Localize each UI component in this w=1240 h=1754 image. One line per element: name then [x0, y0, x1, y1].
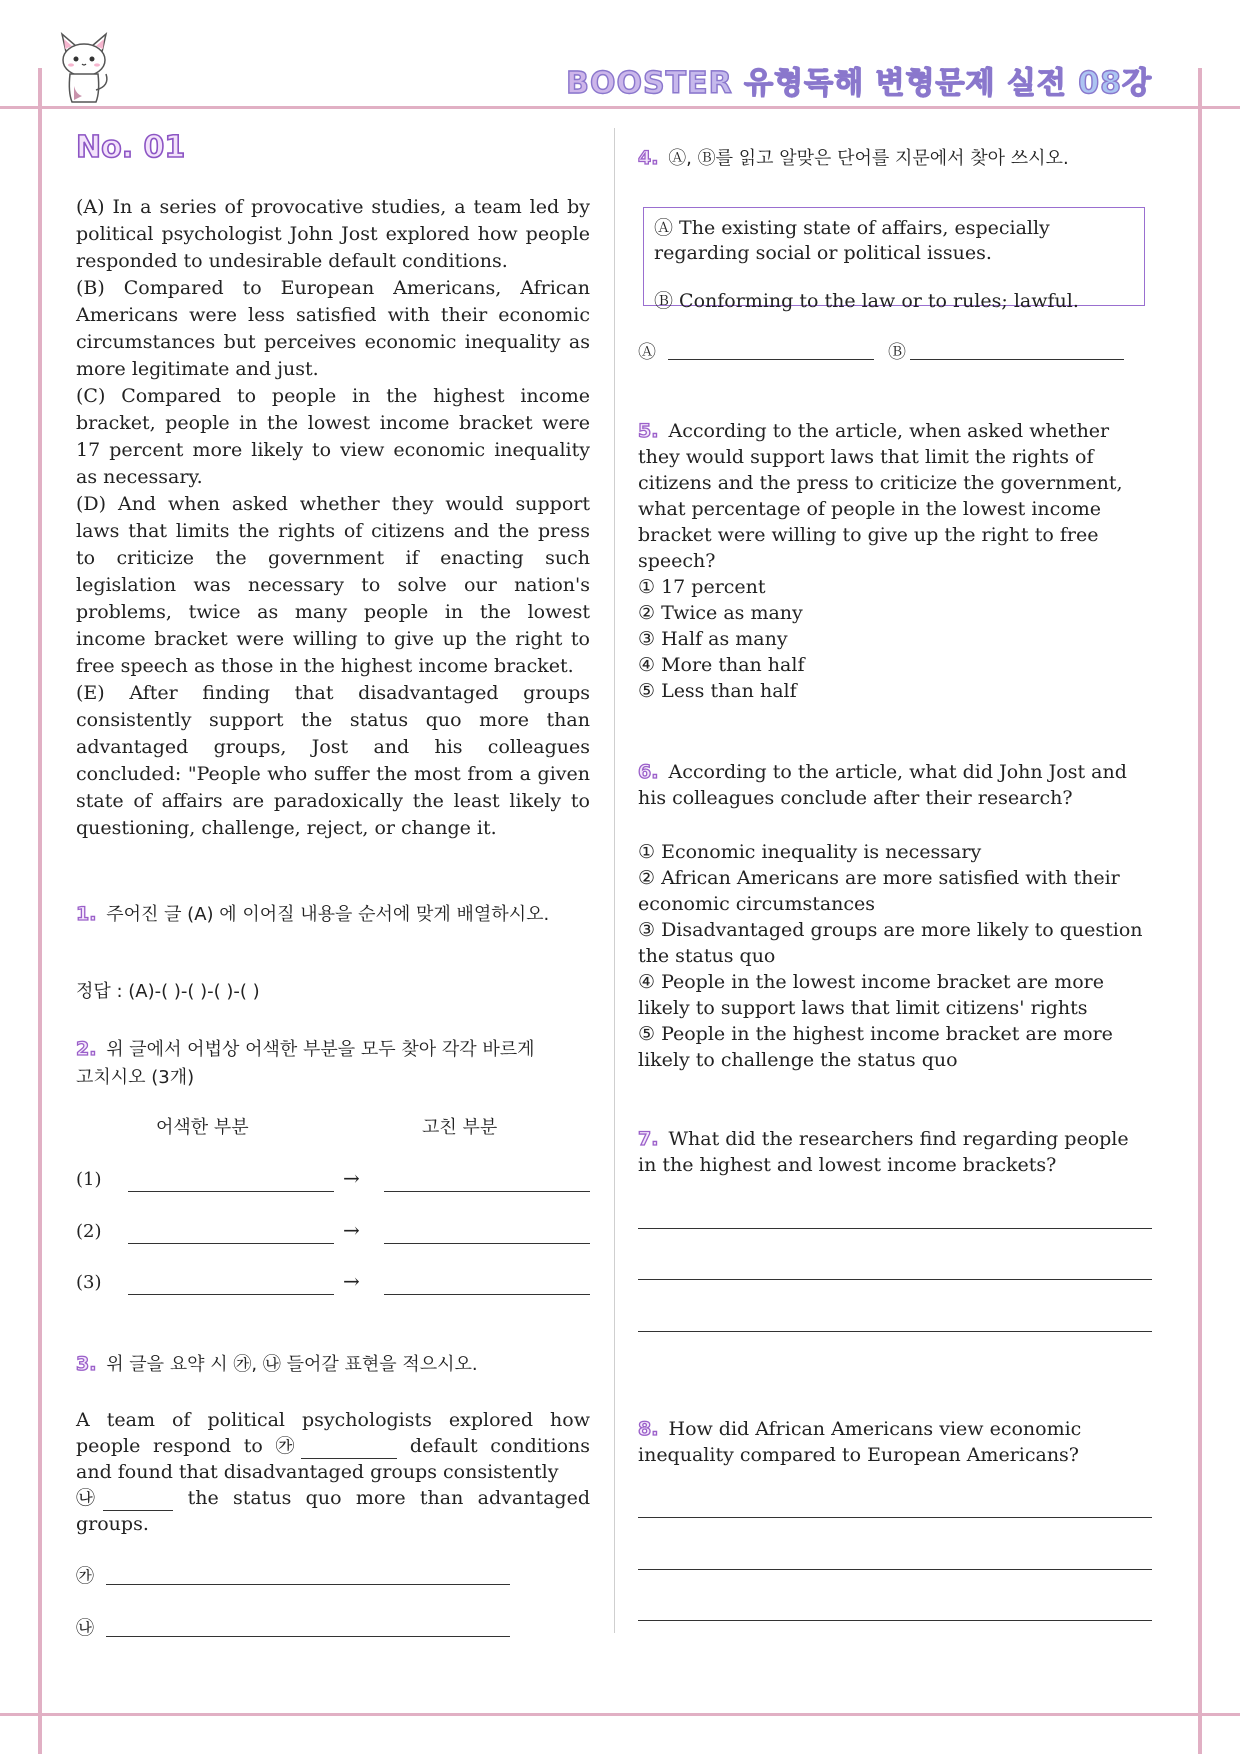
option[interactable]: ⑤ Less than half — [638, 680, 797, 702]
option[interactable]: ② Twice as many — [638, 602, 803, 624]
q6-options — [638, 839, 1152, 1073]
question-number: 1. — [76, 903, 97, 925]
answer-blank[interactable] — [128, 1294, 334, 1295]
question-number: 6. — [638, 761, 659, 783]
column-divider — [614, 128, 615, 1633]
answer-line[interactable] — [638, 1228, 1152, 1229]
right-border — [1198, 68, 1202, 1754]
summary-line-1: A team of political psychologists explored how people respond to ㉮ — [76, 1409, 590, 1457]
passage-paragraph-a: (A) In a series of provocative studies, a team led by political psychologist John Jost explored how people responded to undesirable default conditions. — [76, 196, 590, 272]
mark-a: ㉮ — [76, 1566, 94, 1587]
mark-b: ㉯ — [76, 1618, 94, 1639]
question-text: According to the article, what did John Jost and his colleagues conclude after their research? — [638, 761, 1127, 809]
blank-a[interactable] — [301, 1440, 397, 1459]
question-6 — [638, 759, 1152, 811]
row-label: (2) — [76, 1221, 102, 1242]
option[interactable]: ⑤ People in the highest income bracket are more likely to challenge the status quo — [638, 1023, 1113, 1071]
summary-mark-b: ㉯ — [76, 1487, 104, 1509]
definition-b: Ⓑ Conforming to the law or to rules; lawful. — [654, 290, 1079, 312]
question-1 — [76, 900, 590, 929]
option[interactable]: ① 17 percent — [638, 576, 766, 598]
passage-paragraph-c: (C) Compared to people in the highest income bracket, people in the lowest income bracket were 17 percent more likely to view economic inequality as necessary. — [76, 385, 590, 488]
arrow-icon: → — [343, 1269, 360, 1293]
arrow-icon: → — [343, 1166, 360, 1190]
question-number: 8. — [638, 1418, 659, 1440]
question-8 — [638, 1416, 1152, 1468]
row-label: (1) — [76, 1169, 102, 1190]
option[interactable]: ① Economic inequality is necessary — [638, 841, 982, 863]
q1-answer: 정답 : (A)-( )-( )-( )-( ) — [76, 981, 260, 1002]
header-title: BOOSTER 유형독해 변형문제 실전 08강 — [566, 58, 1152, 102]
summary-line-4: the status quo more than advantaged groups. — [76, 1487, 590, 1535]
left-border — [38, 68, 42, 1754]
passage-paragraph-d: (D) And when asked whether they would support laws that limits the rights of citizens and the press to criticize the government if enacting such legislation was necessary to solve our nation's problems, twice as many people in the lowest income bracket were willing to give up the right to free speech as those in the highest income bracket. — [76, 493, 590, 677]
definition-box — [643, 207, 1145, 312]
question-4 — [638, 144, 1152, 173]
answer-blank[interactable] — [128, 1191, 334, 1192]
question-7 — [638, 1126, 1152, 1178]
question-5 — [638, 418, 1152, 574]
answer-line[interactable] — [638, 1517, 1152, 1518]
question-number: 2. — [76, 1038, 97, 1060]
passage — [76, 194, 590, 842]
answer-line[interactable] — [638, 1569, 1152, 1570]
passage-paragraph-b: (B) Compared to European Americans, African Americans were less satisfied with their economic circumstances but perceives economic inequality as more legitimate and just. — [76, 277, 590, 380]
question-number: 5. — [638, 420, 659, 442]
question-number: 4. — [638, 147, 659, 169]
question-number: 7. — [638, 1128, 659, 1150]
col-wrong-header: 어색한 부분 — [156, 1117, 249, 1138]
answer-blank-a[interactable] — [668, 359, 874, 360]
answer-blank[interactable] — [128, 1243, 334, 1244]
option[interactable]: ③ Half as many — [638, 628, 788, 650]
answer-blank[interactable] — [384, 1294, 590, 1295]
option[interactable]: ④ People in the lowest income bracket are more likely to support laws that limit citizens' rights — [638, 971, 1104, 1019]
option[interactable]: ④ More than half — [638, 654, 805, 676]
question-text: Ⓐ, Ⓑ를 읽고 알맞은 단어를 지문에서 찾아 쓰시오. — [668, 148, 1069, 169]
answer-line[interactable] — [638, 1620, 1152, 1621]
answer-blank-a[interactable] — [106, 1584, 510, 1585]
question-number: 3. — [76, 1353, 97, 1375]
answer-line[interactable] — [638, 1331, 1152, 1332]
question-text: 위 글을 요약 시 ㉮, ㉯ 들어갈 표현을 적으시오. — [106, 1354, 478, 1375]
definition-a: Ⓐ The existing state of affairs, especially regarding social or political issues. — [654, 217, 1050, 264]
top-border — [0, 106, 1240, 109]
section-number: No. 01 — [76, 130, 186, 165]
mark-b: Ⓑ — [888, 342, 906, 363]
answer-line[interactable] — [638, 1279, 1152, 1280]
passage-paragraph-e: (E) After finding that disadvantaged groups consistently support the status quo more than advantaged groups, Jost and his colleagues concluded: "People who suffer the most from a given state of affairs are paradoxically the least likely to questioning, challenge, reject, or change it. — [76, 682, 590, 839]
arrow-icon: → — [343, 1218, 360, 1242]
summary-line-2: default conditions and found that disadvantaged groups consistently — [76, 1435, 591, 1483]
answer-blank-b[interactable] — [106, 1636, 510, 1637]
mark-a: Ⓐ — [638, 342, 656, 363]
question-text: 위 글에서 어법상 어색한 부분을 모두 찾아 각각 바르게 고치시오 (3개) — [76, 1039, 535, 1088]
answer-blank[interactable] — [384, 1191, 590, 1192]
question-text: How did African Americans view economic inequality compared to European Americans? — [638, 1418, 1082, 1466]
answer-blank-b[interactable] — [910, 359, 1124, 360]
option[interactable]: ② African Americans are more satisfied with their economic circumstances — [638, 867, 1120, 915]
blank-b[interactable] — [103, 1492, 173, 1511]
summary-text — [76, 1407, 590, 1537]
bottom-border — [0, 1713, 1240, 1716]
question-3 — [76, 1350, 590, 1379]
q5-options — [638, 574, 1152, 704]
question-2 — [76, 1035, 556, 1092]
option[interactable]: ③ Disadvantaged groups are more likely to question the status quo — [638, 919, 1143, 967]
question-text: What did the researchers find regarding people in the highest and lowest income brackets? — [638, 1128, 1129, 1176]
cat-logo-icon — [52, 30, 116, 106]
col-fixed-header: 고친 부분 — [422, 1117, 498, 1138]
row-label: (3) — [76, 1272, 102, 1293]
question-text: According to the article, when asked whether they would support laws that limit the rights of citizens and the press to criticize the government, what percentage of people in the lowest income bracket were willing to give up the right to free speech? — [638, 420, 1123, 572]
answer-blank[interactable] — [384, 1243, 590, 1244]
question-text: 주어진 글 (A) 에 이어질 내용을 순서에 맞게 배열하시오. — [106, 904, 550, 925]
